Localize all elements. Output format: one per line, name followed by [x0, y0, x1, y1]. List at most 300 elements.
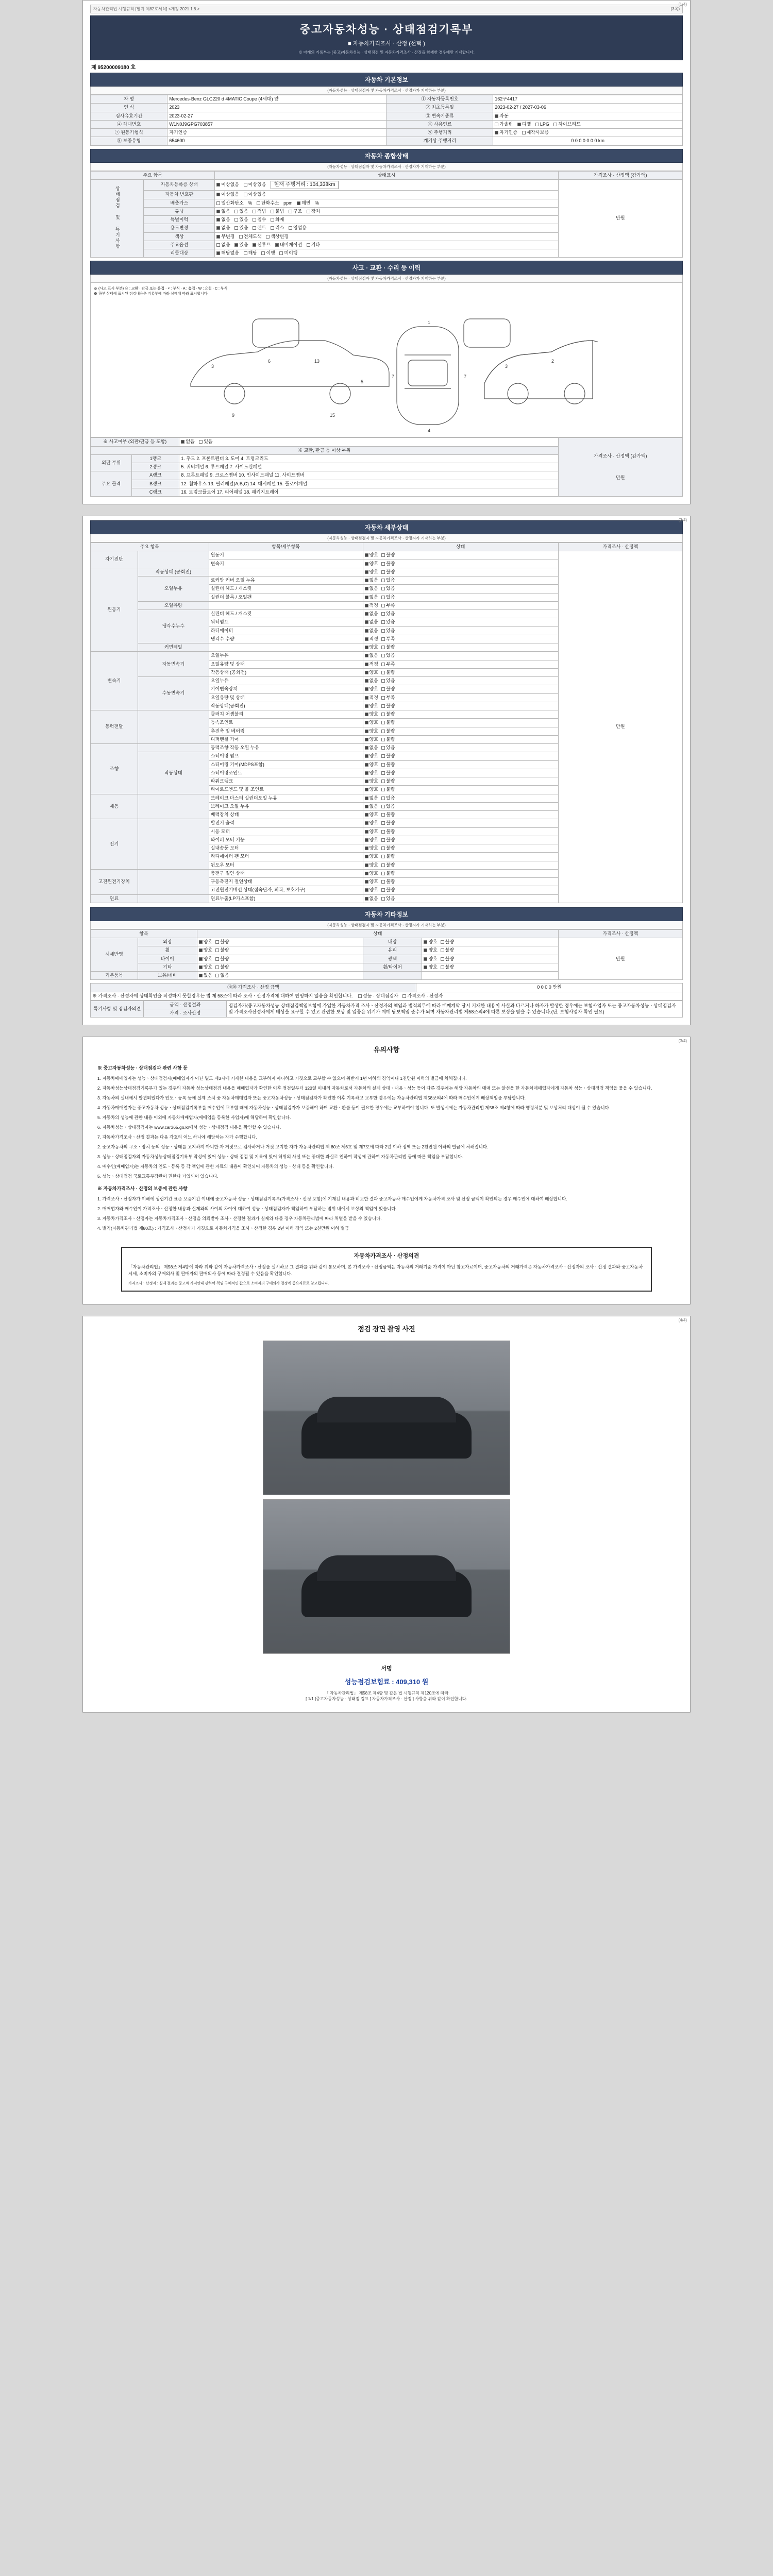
detail-option-label: 없음 — [369, 895, 378, 901]
detail-option-second[interactable] — [381, 720, 395, 725]
detail-group-label: 조향 — [91, 744, 138, 794]
detail-option-first[interactable] — [365, 703, 378, 709]
basic-label-fuel: ⑤ 사용연료 — [386, 120, 493, 128]
section-accident-title: 사고 · 교환 · 수리 등 이력 — [90, 261, 683, 275]
detail-option-first[interactable] — [365, 711, 378, 717]
detail-option-first[interactable] — [365, 678, 378, 684]
detail-option-first[interactable] — [365, 552, 378, 558]
remarks-disclaimer: 점검자가(중고자동차성능·상태점검책임보험에 가입한 자동차가격 조사ㆍ산정자의 책임과 법적의무에 따라 매매계약 당시 기재한 내용이 사실과 다르거나 하자가 발생한 경우에는 보험사업자 또는 중고자동차성능ㆍ상태점검자 및 가격조사산정자에게 배상을 요구할 수 있고 관련한 보상 및 입증은 위기가 매매 담보책임 준수가 되며 자동차관리법 제58조의4에 따른 보상을 받을 수 있습니다.(단, 보험사업자 확인 필요) — [227, 1001, 683, 1018]
other-option[interactable] — [441, 939, 454, 945]
accident-rank-c-parts: 16. 트렁크플로어 17. 리어패널 18. 패키지트레이 — [179, 488, 558, 496]
other-option[interactable] — [441, 956, 454, 962]
detail-option-first[interactable] — [365, 720, 378, 725]
detail-option-first[interactable] — [365, 753, 378, 759]
detail-option-label: 있음 — [385, 678, 395, 683]
detail-option-first[interactable] — [365, 645, 378, 650]
recall-not-done[interactable]: 미이행 — [279, 250, 297, 256]
detail-option-second[interactable] — [381, 787, 395, 792]
detail-option-second[interactable] — [381, 569, 395, 575]
checkbox-icon — [199, 948, 203, 952]
detail-option-second[interactable] — [381, 745, 395, 751]
detail-item-label: 등속조인트 — [209, 719, 363, 727]
tuning-none[interactable]: 없음 — [216, 209, 230, 214]
option-etc[interactable]: 기타 — [307, 242, 320, 248]
detail-option-second[interactable] — [381, 812, 395, 818]
other-item-label: 외장 — [138, 938, 197, 946]
other-option[interactable] — [424, 964, 437, 970]
detail-col-item: 항목/세부항목 — [209, 543, 363, 551]
remarks-sub-label-2: 가격 · 조사산정 — [144, 1009, 227, 1018]
checkbox-icon — [358, 994, 362, 998]
photo-car-shape — [301, 1412, 472, 1459]
detail-option-second[interactable] — [381, 795, 395, 801]
detail-item-label: 오일누유 — [209, 677, 363, 685]
tuning-legal[interactable]: 적법 — [253, 209, 266, 214]
detail-item-state — [363, 652, 558, 660]
signature-title: 서명 — [381, 1666, 392, 1672]
checkbox-icon — [365, 779, 368, 783]
notice-item: 4. 자동차매매업자는 중고자동차 성능ㆍ상태점검기록부를 매수인에 교부할 때에 자동차성능ㆍ상태점검자가 보증해야 하며 교환ㆍ환불 등이 필요한 경우에는 교부하여야 합니다. 또 발생시에는 자동차관리법 제58조 제4항에 따라 행정처분 및 보상처리 대상이 될 수 있습니다. — [97, 1105, 611, 1111]
detail-option-first[interactable] — [365, 653, 378, 658]
accident-yes[interactable]: 있음 — [199, 439, 212, 445]
detail-item-label: 기어변속장치 — [209, 685, 363, 693]
table-header-row — [91, 929, 683, 938]
detail-item-state — [363, 786, 558, 794]
basic-value-vin: W1N0J9GPG703857 — [167, 120, 386, 128]
recall-yes[interactable]: 해당 — [244, 250, 257, 256]
photo-car-shape — [301, 1571, 472, 1617]
detail-option-first[interactable] — [365, 762, 378, 768]
detail-item-state — [363, 585, 558, 593]
detail-option-second[interactable] — [381, 879, 395, 885]
detail-option-second[interactable] — [381, 820, 395, 826]
notice-item: 2. 자동차성능상태점검기록부가 있는 경우의 자동차 성능상태점검 내용을 매매업자가 확인한 이후 점검일부터 120일 이내의 자동차로서 자동차의 실제 상태ㆍ내용ㆍ성능 등이 다른 경우에는 해당 자동차의 매매 또는 알선을 한 자동차매매업자에게 자동차 성능ㆍ상태점검 책임을 물을 수 있습니다. — [97, 1086, 652, 1091]
checkbox-icon — [365, 612, 368, 616]
document-title-block — [90, 15, 683, 60]
checkbox-icon — [365, 620, 368, 624]
usage-rent[interactable]: 렌트 — [253, 225, 266, 231]
detail-option-second[interactable] — [381, 686, 395, 692]
svg-text:6: 6 — [268, 358, 271, 364]
fuel-option-hybrid[interactable]: 하이브리드 — [553, 122, 580, 127]
remarks-label: 특기사항 및 점검자의견 — [91, 1001, 144, 1018]
detail-option-first[interactable] — [365, 636, 378, 642]
detail-option-second[interactable] — [381, 586, 395, 591]
detail-option-second[interactable] — [381, 829, 395, 835]
detail-option-second[interactable] — [381, 695, 395, 701]
other-option[interactable] — [215, 964, 229, 970]
detail-item-label: 윈도우 모터 — [209, 861, 363, 869]
checkbox-icon — [381, 738, 385, 741]
detail-table-body — [91, 551, 683, 903]
detail-option-first[interactable] — [365, 845, 378, 851]
checkbox-icon — [553, 123, 557, 126]
fuel-option-diesel[interactable]: 디젤 — [517, 122, 531, 127]
detail-option-label: 있음 — [385, 895, 395, 901]
notice-heading-2: ※ 자동차가격조사 · 산정의 보증에 관한 사항 — [97, 1186, 188, 1192]
detail-option-first[interactable] — [365, 862, 378, 868]
tuning-structure[interactable]: 구조 — [289, 209, 302, 214]
checkbox-icon — [216, 183, 220, 187]
emission-hc[interactable]: 탄화수소 — [257, 200, 279, 206]
fuel-option-lpg[interactable]: LPG — [535, 122, 549, 127]
other-option[interactable] — [199, 939, 212, 945]
other-col-price: 가격조사 · 산정액 — [558, 929, 682, 938]
detail-item-label: 라디에이터 팬 모터 — [209, 853, 363, 861]
checkbox-icon — [365, 880, 368, 884]
section-condition-title: 자동차 종합상태 — [90, 149, 683, 163]
checkbox-icon — [365, 738, 368, 741]
detail-subgroup-label: 작동상태 — [138, 752, 209, 794]
detail-option-first[interactable] — [365, 770, 378, 776]
page-corner-tag: (1/4) — [678, 2, 687, 7]
detail-subgroup-label: 수동변속기 — [138, 677, 209, 710]
detail-option-second[interactable] — [381, 636, 395, 642]
detail-option-first[interactable] — [365, 569, 378, 575]
checkbox-icon — [381, 830, 385, 834]
opt-bad[interactable]: 이상있음 — [244, 192, 266, 197]
checkbox-icon — [297, 201, 300, 205]
opt-ok[interactable]: 이상없음 — [216, 182, 239, 188]
basic-value-transmission — [493, 112, 683, 120]
detail-option-label: 양호 — [369, 561, 378, 566]
condition-col-state: 상태표시 — [215, 171, 558, 179]
basic-value-engine: 자기인증 — [167, 129, 386, 137]
recall-done[interactable]: 이행 — [261, 250, 275, 256]
transmission-option-auto[interactable]: 자동 — [495, 113, 508, 119]
checkbox-icon — [215, 948, 219, 952]
detail-item-state — [363, 844, 558, 853]
inspection-photo-front — [263, 1341, 510, 1495]
other-option[interactable] — [215, 947, 229, 953]
detail-option-second[interactable] — [381, 619, 395, 625]
detail-option-first[interactable] — [365, 812, 378, 818]
color-changed[interactable]: 색상변경 — [266, 234, 289, 240]
accident-parts-table — [90, 437, 683, 497]
detail-option-first[interactable] — [365, 611, 378, 617]
detail-item-label: 브레이크 오일 누유 — [209, 802, 363, 810]
other-option-label: 불량 — [445, 939, 455, 944]
detail-option-first[interactable] — [365, 887, 378, 893]
detail-option-label: 양호 — [369, 770, 378, 775]
checkbox-icon — [402, 994, 406, 998]
checkbox-icon — [365, 654, 368, 657]
checkbox-icon — [365, 863, 368, 867]
detail-option-label: 양호 — [369, 879, 378, 884]
detail-option-first[interactable] — [365, 854, 378, 859]
detail-option-label: 적정 — [369, 661, 378, 667]
warranty-option-self[interactable]: 자기인증 — [495, 130, 517, 135]
other-item-state — [197, 955, 363, 963]
detail-option-label: 양호 — [369, 669, 378, 675]
detail-option-second[interactable] — [381, 728, 395, 734]
detail-option-first[interactable] — [365, 628, 378, 634]
notice-item: 2. 중고자동차의 구조ㆍ장치 등의 성능ㆍ상태를 고지하지 아니한 자 거짓으로 검사하거나 거짓 고지한 자가 자동차관리법 제 80조 제6호 및 제7호에 따라 2년 이하 징역 또는 2천만원 이하의 벌금에 처해집니다. — [97, 1144, 489, 1150]
checkbox-icon — [365, 696, 368, 700]
checkbox-icon — [289, 226, 292, 230]
detail-option-label: 불량 — [385, 720, 395, 725]
section-detail-title: 자동차 세부상태 — [90, 520, 683, 534]
usage-none[interactable]: 없음 — [216, 225, 230, 231]
option-navigation[interactable]: 내비게이션 — [275, 242, 302, 248]
detail-option-second[interactable] — [381, 603, 395, 608]
emission-co[interactable]: 일산화탄소 — [216, 200, 243, 206]
detail-option-second[interactable] — [381, 653, 395, 658]
checkbox-icon — [216, 243, 220, 247]
accident-rank-a-parts: 8. 프론트패널 9. 크로스멤버 10. 인사이드패널 11. 사이드멤버 — [179, 471, 558, 480]
detail-option-second[interactable] — [381, 887, 395, 893]
other-option[interactable] — [441, 947, 454, 953]
detail-option-second[interactable] — [381, 678, 395, 684]
other-option[interactable] — [199, 956, 212, 962]
appraisal-opinion-sub: 가격조사ㆍ산정자 : 실제 결과는 중고차 가격안내 관하여 책임 구체적인 값으로 소비자의 구매의사 결정에 중요자료로 참고됩니다. — [128, 1281, 329, 1285]
footer-line-2: [ 1/1 ]중고자동차성능 · 상태점 검표 [ 자동차가격조사 · 산정 ] 사항을 위와 같이 확인합니다. — [306, 1697, 467, 1702]
detail-option-second[interactable] — [381, 595, 395, 600]
detail-option-label: 적정 — [369, 602, 378, 608]
detail-option-label: 있음 — [385, 795, 395, 801]
detail-option-second[interactable] — [381, 662, 395, 667]
checkbox-icon — [381, 846, 385, 850]
other-option[interactable] — [199, 973, 212, 978]
detail-option-second[interactable] — [381, 645, 395, 650]
detail-option-label: 양호 — [369, 753, 378, 759]
option-yes[interactable]: 있음 — [234, 242, 248, 248]
checkbox-icon — [381, 788, 385, 791]
detail-option-first[interactable] — [365, 778, 378, 784]
table-row — [91, 95, 683, 104]
usage-lease[interactable]: 리스 — [271, 225, 284, 231]
checkbox-icon — [381, 637, 385, 641]
checkbox-icon — [365, 888, 368, 892]
checkbox-icon — [261, 251, 265, 255]
detail-option-second[interactable] — [381, 770, 395, 776]
signer-option-appraiser[interactable]: 가격조사 · 산정자 — [402, 993, 443, 999]
tuning-yes[interactable]: 있음 — [234, 209, 248, 214]
special-yes[interactable]: 있음 — [234, 217, 248, 223]
checkbox-icon — [365, 754, 368, 758]
checkbox-icon — [424, 940, 427, 944]
detail-option-second[interactable] — [381, 845, 395, 851]
detail-option-second[interactable] — [381, 552, 395, 558]
other-option[interactable] — [199, 964, 212, 970]
condition-row-label-8: 리콜대상 — [144, 249, 215, 258]
other-option[interactable] — [424, 947, 437, 953]
other-option[interactable] — [424, 956, 437, 962]
detail-item-label: 배력장치 상태 — [209, 811, 363, 819]
other-option[interactable] — [215, 973, 229, 978]
detail-option-first[interactable] — [365, 619, 378, 625]
emission-smoke[interactable]: 매연 — [297, 200, 310, 206]
detail-option-first[interactable] — [365, 820, 378, 826]
detail-option-first[interactable] — [365, 578, 378, 583]
page-corner-tag: (3/4) — [678, 1039, 687, 1044]
checkbox-icon — [244, 193, 247, 196]
option-sunroof[interactable]: 선루프 — [253, 242, 271, 248]
accident-rank-1-parts: 1. 후드 2. 프론트펜더 3. 도어 4. 트렁크리드 — [179, 454, 558, 463]
detail-option-second[interactable] — [381, 837, 395, 843]
price-total-label: ⑲⑳ 가격조사 · 산정 금액 — [91, 984, 416, 992]
detail-option-first[interactable] — [365, 695, 378, 701]
detail-option-second[interactable] — [381, 862, 395, 868]
checkbox-icon — [253, 243, 256, 247]
detail-option-first[interactable] — [365, 879, 378, 885]
checkbox-icon — [495, 123, 498, 126]
checkbox-icon — [424, 948, 427, 952]
detail-option-first[interactable] — [365, 662, 378, 667]
checkbox-icon — [381, 880, 385, 884]
detail-option-first[interactable] — [365, 787, 378, 792]
detail-option-second[interactable] — [381, 703, 395, 709]
detail-option-label: 있음 — [385, 653, 395, 658]
detail-option-second[interactable] — [381, 561, 395, 567]
special-flood[interactable]: 침수 — [253, 217, 266, 223]
detail-option-first[interactable] — [365, 586, 378, 591]
fuel-option-gasoline[interactable]: 가솔린 — [495, 122, 513, 127]
accident-none[interactable]: 없음 — [181, 439, 194, 445]
checkbox-icon — [381, 796, 385, 800]
checkbox-icon — [365, 746, 368, 750]
checkbox-icon — [365, 587, 368, 590]
checkbox-icon — [271, 226, 274, 230]
signer-option-inspector[interactable]: 성능 · 상태점검자 — [358, 993, 398, 999]
detail-option-second[interactable] — [381, 871, 395, 876]
checkbox-icon — [381, 587, 385, 590]
checkbox-icon — [365, 713, 368, 716]
detail-option-second[interactable] — [381, 804, 395, 809]
section-basic-note: (자동차성능 · 상태점검자 및 자동차가격조사 · 산정자가 기재하는 부분) — [90, 87, 683, 95]
detail-option-first[interactable] — [365, 561, 378, 567]
detail-option-label: 양호 — [369, 703, 378, 708]
other-item-label: 보유/네비 — [138, 972, 197, 980]
detail-item-state — [363, 677, 558, 685]
detail-option-second[interactable] — [381, 670, 395, 675]
detail-option-first[interactable] — [365, 686, 378, 692]
detail-option-second[interactable] — [381, 762, 395, 768]
detail-group-label: 전기 — [91, 819, 138, 870]
other-option-label: 양호 — [428, 947, 438, 953]
other-item-state — [197, 972, 363, 980]
color-unchanged[interactable]: 무변경 — [216, 234, 234, 240]
detail-option-second[interactable] — [381, 628, 395, 634]
opt-ok[interactable]: 이상없음 — [216, 192, 239, 197]
basic-value-reg-no: 162구4417 — [493, 95, 683, 104]
special-fire[interactable]: 화재 — [271, 217, 284, 223]
detail-option-label: 없음 — [369, 611, 378, 616]
detail-item-label: 시동 모터 — [209, 827, 363, 836]
detail-option-first[interactable] — [365, 670, 378, 675]
checkbox-icon — [365, 604, 368, 607]
detail-subgroup-label: 자동변속기 — [138, 652, 209, 677]
other-col-item: 항목 — [91, 929, 197, 938]
recall-na[interactable]: 해당없음 — [216, 250, 239, 256]
detail-option-first[interactable] — [365, 603, 378, 608]
other-option[interactable] — [215, 956, 229, 962]
detail-option-second[interactable] — [381, 578, 395, 583]
detail-option-first[interactable] — [365, 795, 378, 801]
tuning-device[interactable]: 장치 — [307, 209, 320, 214]
other-option-label: 양호 — [428, 939, 438, 944]
detail-option-first[interactable] — [365, 829, 378, 835]
option-none[interactable]: 없음 — [216, 242, 230, 248]
table-row — [91, 938, 683, 946]
detail-option-second[interactable] — [381, 753, 395, 759]
detail-option-label: 양호 — [369, 761, 378, 767]
checkbox-icon — [381, 704, 385, 708]
other-option-label: 양호 — [203, 956, 213, 961]
checkbox-icon — [365, 671, 368, 674]
special-none[interactable]: 없음 — [216, 217, 230, 223]
tuning-illegal[interactable]: 불법 — [271, 209, 284, 214]
detail-option-label: 불량 — [385, 703, 395, 708]
detail-option-first[interactable] — [365, 745, 378, 751]
condition-row-state-3 — [215, 207, 558, 215]
page-3 — [82, 1037, 691, 1304]
detail-option-label: 있음 — [385, 578, 395, 583]
detail-item-label: 오일유량 및 상태 — [209, 660, 363, 668]
detail-price-cell: 만원 — [558, 551, 682, 903]
detail-item-label: 작동상태 (공회전) — [209, 668, 363, 676]
checkbox-icon — [381, 629, 385, 633]
detail-option-second[interactable] — [381, 611, 395, 617]
other-option-label: 불량 — [220, 947, 229, 953]
condition-group-label: 상태점검 및 특기사항 — [91, 179, 144, 258]
detail-option-first[interactable] — [365, 871, 378, 876]
detail-option-second[interactable] — [381, 778, 395, 784]
detail-option-label: 양호 — [369, 736, 378, 742]
detail-option-first[interactable] — [365, 804, 378, 809]
notice-item: 1. 자동차매매업자는 성능ㆍ상태점검자(매매업자가 아닌 별도 제3자에 기재한 내용을 교부하지 아니하고 거짓으로 교부할 수 없으며 위반시 1년 이하의 징역이나 1천만원 이하의 벌금에 처해집니다. — [97, 1076, 467, 1081]
color-full-paint[interactable]: 전체도색 — [239, 234, 262, 240]
section-accident-note: (자동차성능 · 상태점검자 및 자동차가격조사 · 산정자가 기재하는 부분) — [90, 275, 683, 283]
detail-option-label: 불량 — [385, 552, 395, 558]
other-price-cell: 만원 — [558, 938, 682, 980]
detail-option-first[interactable] — [365, 595, 378, 600]
checkbox-icon — [216, 218, 220, 222]
other-option-label: 양호 — [428, 964, 438, 970]
detail-item-state — [363, 836, 558, 844]
condition-row-label-4: 특별이력 — [144, 216, 215, 224]
detail-option-first[interactable] — [365, 896, 378, 902]
detail-item-state — [363, 811, 558, 819]
usage-yes[interactable]: 있음 — [234, 225, 248, 231]
detail-subgroup-label: 오일누유 — [138, 577, 209, 602]
other-option[interactable] — [215, 939, 229, 945]
condition-row-state-8 — [215, 249, 558, 258]
detail-option-second[interactable] — [381, 896, 395, 902]
condition-row-state-1 — [215, 191, 558, 199]
detail-option-second[interactable] — [381, 711, 395, 717]
checkbox-icon — [253, 218, 256, 222]
detail-option-second[interactable] — [381, 854, 395, 859]
other-option[interactable] — [424, 939, 437, 945]
other-col-state: 상태 — [197, 929, 558, 938]
other-option[interactable] — [441, 964, 454, 970]
checkbox-icon — [381, 687, 385, 691]
opt-bad[interactable]: 이상있음 — [244, 182, 266, 188]
other-option[interactable] — [199, 947, 212, 953]
basic-label-engine: ⑦ 원동기형식 — [91, 129, 167, 137]
checkbox-icon — [365, 721, 368, 724]
usage-business[interactable]: 영업용 — [289, 225, 307, 231]
detail-option-first[interactable] — [365, 728, 378, 734]
detail-option-first[interactable] — [365, 837, 378, 843]
detail-item-label: 파워크랭크 — [209, 777, 363, 786]
detail-option-second[interactable] — [381, 737, 395, 742]
warranty-option-maker[interactable]: 제작사보증 — [522, 130, 549, 135]
detail-option-first[interactable] — [365, 737, 378, 742]
notice-item: 6. 자동차성능ㆍ상태점검자는 www.car365.go.kr에서 성능ㆍ상태점검 내용을 확인할 수 있습니다. — [97, 1125, 281, 1130]
checkbox-icon — [365, 763, 368, 767]
